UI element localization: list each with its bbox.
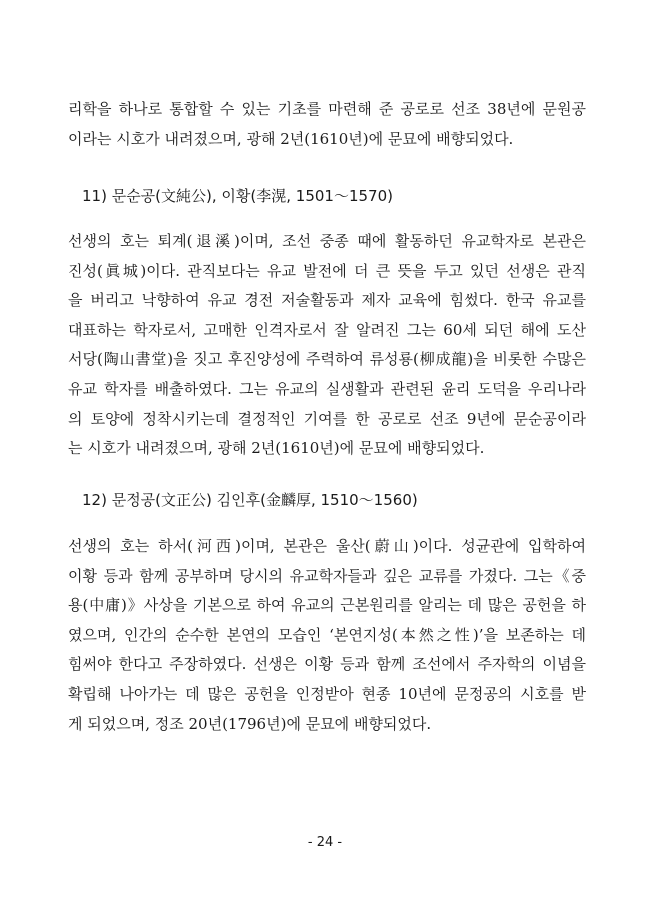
section-11-line: 을 버리고 낙향하여 유교 경전 저술활동과 제자 교육에 힘썼다. 한국 유교를 [68, 291, 586, 310]
section-12-line: 힘써야 한다고 주장하였다. 선생은 이황 등과 함께 조선에서 주자학의 이념을 [68, 655, 586, 674]
section-11-line: 는 시호가 내려졌으며, 광해 2년(1610년)에 문묘에 배향되었다. [68, 439, 485, 458]
section-12-line: 게 되었으며, 정조 20년(1796년)에 문묘에 배향되었다. [68, 714, 432, 733]
section-11-line: 대표하는 학자로서, 고매한 인격자로서 잘 알려진 그는 60세 되던 해에 도산 [68, 320, 586, 339]
intro-line: 이라는 시호가 내려졌으며, 광해 2년(1610년)에 문묘에 배향되었다. [68, 129, 514, 148]
section-12-paragraph [68, 532, 586, 739]
section-12-heading: 12) 문정공(文正公) 김인후(金麟厚, 1510～1560) [82, 491, 418, 509]
section-11-heading: 11) 문순공(文純公), 이황(李滉, 1501～1570) [82, 187, 393, 205]
section-11-paragraph [68, 227, 586, 464]
section-11-line: 유교 학자를 배출하였다. 그는 유교의 실생활과 관련된 윤리 도덕을 우리나라 [68, 379, 586, 398]
intro-line: 리학을 하나로 통합할 수 있는 기초를 마련해 준 공로로 선조 38년에 문원공 [68, 100, 586, 118]
section-12-line: 이황 등과 함께 공부하며 당시의 유교학자들과 깊은 교류를 가졌다. 그는《중 [68, 566, 586, 585]
section-11-line: 서당(陶山書堂)을 짓고 후진양성에 주력하여 류성룡(柳成龍)을 비롯한 수많은 [68, 350, 586, 369]
page-number: - 24 - [307, 835, 343, 850]
intro-paragraph [68, 95, 586, 154]
section-11-line: 의 토양에 정착시키는데 결정적인 기여를 한 공로로 선조 9년에 문순공이라 [68, 409, 586, 428]
section-12-line: 선생의 호는 하서(河西)이며, 본관은 울산(蔚山)이다. 성균관에 입학하여 [68, 537, 586, 555]
section-12-line: 용(中庸)》사상을 기본으로 하여 유교의 근본원리를 알리는 데 많은 공헌을 하 [68, 596, 586, 615]
section-11-line: 선생의 호는 퇴계(退溪)이며, 조선 중종 때에 활동하던 유교학자로 본관은 [68, 232, 586, 250]
section-12-line: 확립해 나아가는 데 많은 공헌을 인정받아 현종 10년에 문정공의 시호를 받 [68, 684, 586, 703]
section-11-line: 진성(眞城)이다. 관직보다는 유교 발전에 더 큰 뜻을 두고 있던 선생은 관직 [68, 261, 586, 280]
section-12-line: 였으며, 인간의 순수한 본연의 모습인 ‘본연지성(本然之性)’을 보존하는 데 [68, 625, 586, 644]
